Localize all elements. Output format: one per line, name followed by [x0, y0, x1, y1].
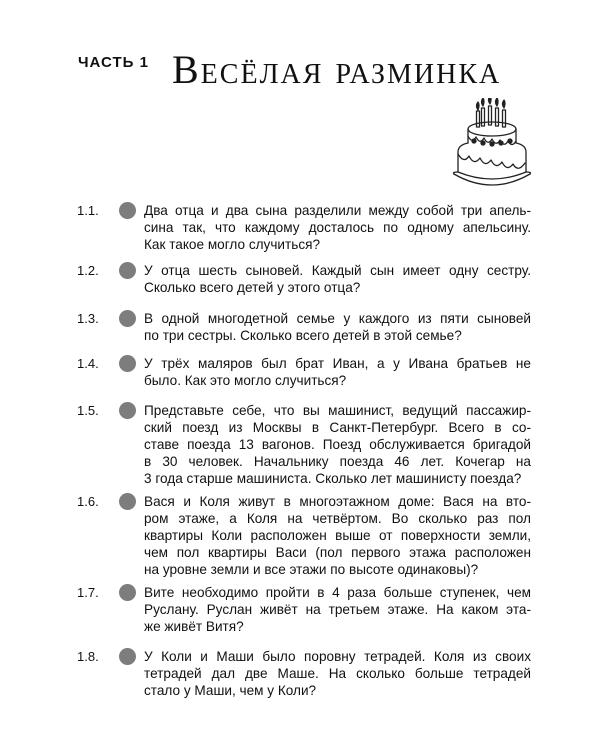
problem-number: 1.5.: [77, 403, 99, 418]
problem-line: 3 года старше машиниста. Сколько лет машинисту поезда?: [144, 471, 522, 486]
problem-line: сина так, что каждому досталось по одному апельсину.: [144, 220, 531, 235]
problem-line: тетрадей дал две Маше. На сколько больше тетрадей: [144, 666, 531, 681]
problem-line: по три сестры. Сколько всего детей в этой семье?: [144, 328, 462, 343]
problem-text: [144, 262, 531, 296]
problem-number: 1.4.: [77, 356, 99, 371]
problem-number: 1.6.: [77, 494, 99, 509]
problem-line: ром этаже, а Коля на четвёртом. Во сколько раз пол: [144, 511, 531, 526]
page-title: Весёлая разминка: [172, 47, 502, 92]
problem-line: У трёх маляров был брат Иван, а у Ивана братьев не: [144, 356, 531, 371]
problem-number: 1.1.: [77, 203, 99, 218]
problem-line: стало у Маши, чем у Коли?: [144, 683, 317, 698]
problem-line: Вася и Коля живут в многоэтажном доме: Вася на вто-: [144, 494, 531, 509]
problem-line: Сколько всего детей у этого отца?: [144, 280, 361, 295]
problem-line: В одной многодетной семье у каждого из пяти сыновей: [144, 311, 531, 326]
problem-line: Руслану. Руслан живёт на третьем этаже. На каком эта-: [144, 602, 531, 617]
problem-line: в 30 человек. Начальнику поезда 46 лет. Кочегар на: [144, 454, 531, 469]
problem-line: У отца шесть сыновей. Каждый сын имеет одну сестру.: [144, 263, 531, 278]
problem-text: [144, 648, 531, 699]
difficulty-marker-icon: [119, 648, 136, 665]
problem-line: же живёт Витя?: [144, 619, 244, 634]
difficulty-marker-icon: [119, 402, 136, 419]
problem-line: Вите необходимо пройти в 4 раза больше ступенек, чем: [144, 585, 531, 600]
problem-line: ский поезд из Москвы в Санкт-Петербург. Всего в со-: [144, 420, 531, 435]
problem-text: [144, 202, 531, 253]
problem-text: [144, 355, 531, 389]
difficulty-marker-icon: [119, 355, 136, 372]
problem-line: Представьте себе, что вы машинист, ведущий пассажир-: [144, 403, 531, 418]
problem-text: [144, 402, 531, 487]
problem-line: чем пол квартиры Васи (пол первого этажа расположен: [144, 545, 531, 560]
problem-number: 1.7.: [77, 585, 99, 600]
problem-text: [144, 493, 531, 578]
problem-line: Два отца и два сына разделили между собой три апель-: [144, 203, 531, 218]
difficulty-marker-icon: [119, 310, 136, 327]
birthday-cake-icon: [452, 98, 532, 194]
problem-text: [144, 310, 531, 344]
part-label: ЧАСТЬ 1: [78, 54, 149, 71]
difficulty-marker-icon: [119, 262, 136, 279]
problem-number: 1.2.: [77, 263, 99, 278]
difficulty-marker-icon: [119, 493, 136, 510]
problem-number: 1.3.: [77, 311, 99, 326]
difficulty-marker-icon: [119, 584, 136, 601]
problem-line: ставе поезда 13 вагонов. Поезд обслуживается бригадой: [144, 437, 531, 452]
problem-line: квартиры Коли расположен выше от поверхности земли,: [144, 528, 531, 543]
problem-number: 1.8.: [77, 649, 99, 664]
problem-line: У Коли и Маши было поровну тетрадей. Коля из своих: [144, 649, 531, 664]
problem-line: было. Как это могло случиться?: [144, 373, 347, 388]
problem-line: на уровне земли и все этажи по высоте одинаковы)?: [144, 562, 479, 577]
problem-line: Как такое могло случиться?: [144, 237, 321, 252]
problem-text: [144, 584, 531, 635]
difficulty-marker-icon: [119, 202, 136, 219]
